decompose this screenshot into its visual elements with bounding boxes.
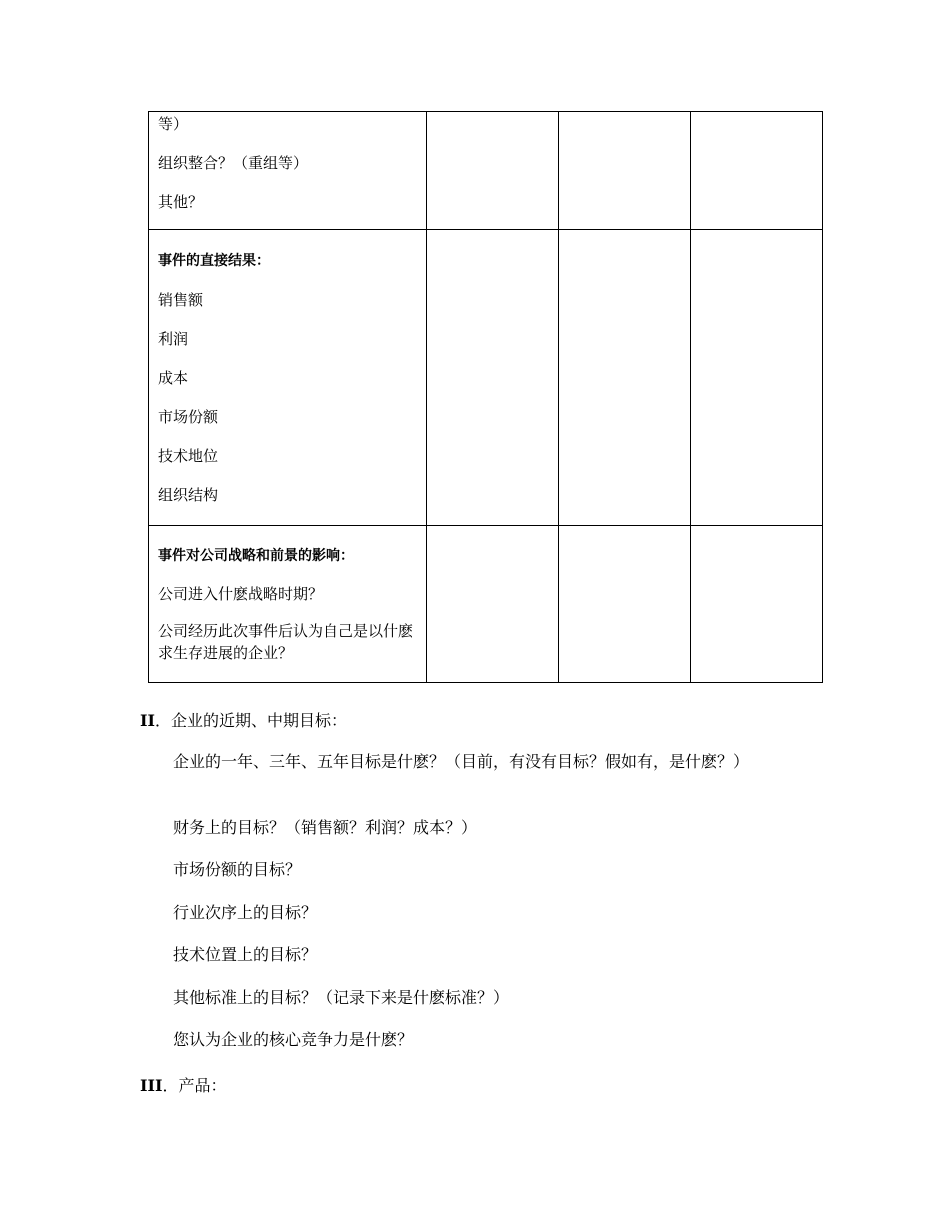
table-row bbox=[149, 230, 823, 526]
table-cell-empty bbox=[559, 230, 691, 526]
question-item: 其他标准上的目标？（记录下来是什麽标准？） bbox=[173, 988, 510, 1007]
cell-line: 公司进入什麽战略时期？ bbox=[158, 585, 324, 603]
table-row bbox=[149, 112, 823, 230]
question-item: 行业次序上的目标？ bbox=[173, 903, 318, 922]
question-item: 技术位置上的目标？ bbox=[173, 945, 318, 964]
section-heading-iii bbox=[140, 1073, 226, 1096]
table-cell-empty bbox=[559, 526, 691, 683]
section-intro: 企业的一年、三年、五年目标是什麽？（目前，有没有目标？假如有，是什麽？） bbox=[173, 752, 750, 771]
table-row bbox=[149, 526, 823, 683]
table-cell-empty bbox=[427, 230, 559, 526]
section-heading-ii bbox=[140, 708, 347, 731]
question-item: 您认为企业的核心竞争力是什麽？ bbox=[173, 1030, 414, 1049]
table-cell-empty bbox=[691, 526, 823, 683]
question-item: 财务上的目标？（销售额？利润？成本？） bbox=[173, 818, 478, 837]
cell-line: 组织整合？（重组等） bbox=[158, 154, 309, 172]
cell-line: 成本 bbox=[158, 369, 189, 387]
table-cell-empty bbox=[691, 230, 823, 526]
cell-line: 公司经历此次事件后认为自己是以什麽求生存进展的企业？ bbox=[158, 622, 414, 662]
section-title: ．产品： bbox=[162, 1076, 227, 1095]
cell-heading: 事件的直接结果： bbox=[158, 253, 270, 269]
cell-heading: 事件对公司战略和前景的影响： bbox=[158, 548, 354, 564]
table-cell-empty bbox=[691, 112, 823, 230]
cell-line: 其他？ bbox=[158, 193, 204, 211]
table-cell-label bbox=[149, 112, 427, 230]
section-number: II bbox=[140, 711, 155, 730]
cell-line: 组织结构 bbox=[158, 486, 219, 504]
cell-line: 利润 bbox=[158, 330, 189, 348]
table-cell-label bbox=[149, 230, 427, 526]
cell-line: 市场份额 bbox=[158, 408, 219, 426]
cell-line: 技术地位 bbox=[158, 447, 219, 465]
table-cell-empty bbox=[427, 526, 559, 683]
cell-line: 销售额 bbox=[158, 291, 204, 309]
section-title: ．企业的近期、中期目标： bbox=[154, 711, 347, 730]
cell-line: 等） bbox=[158, 115, 189, 133]
table-cell-empty bbox=[427, 112, 559, 230]
section-number: III bbox=[140, 1076, 163, 1095]
question-item: 市场份额的目标？ bbox=[173, 860, 302, 879]
table-cell-empty bbox=[559, 112, 691, 230]
table-cell-label bbox=[149, 526, 427, 683]
event-analysis-table bbox=[148, 111, 823, 683]
